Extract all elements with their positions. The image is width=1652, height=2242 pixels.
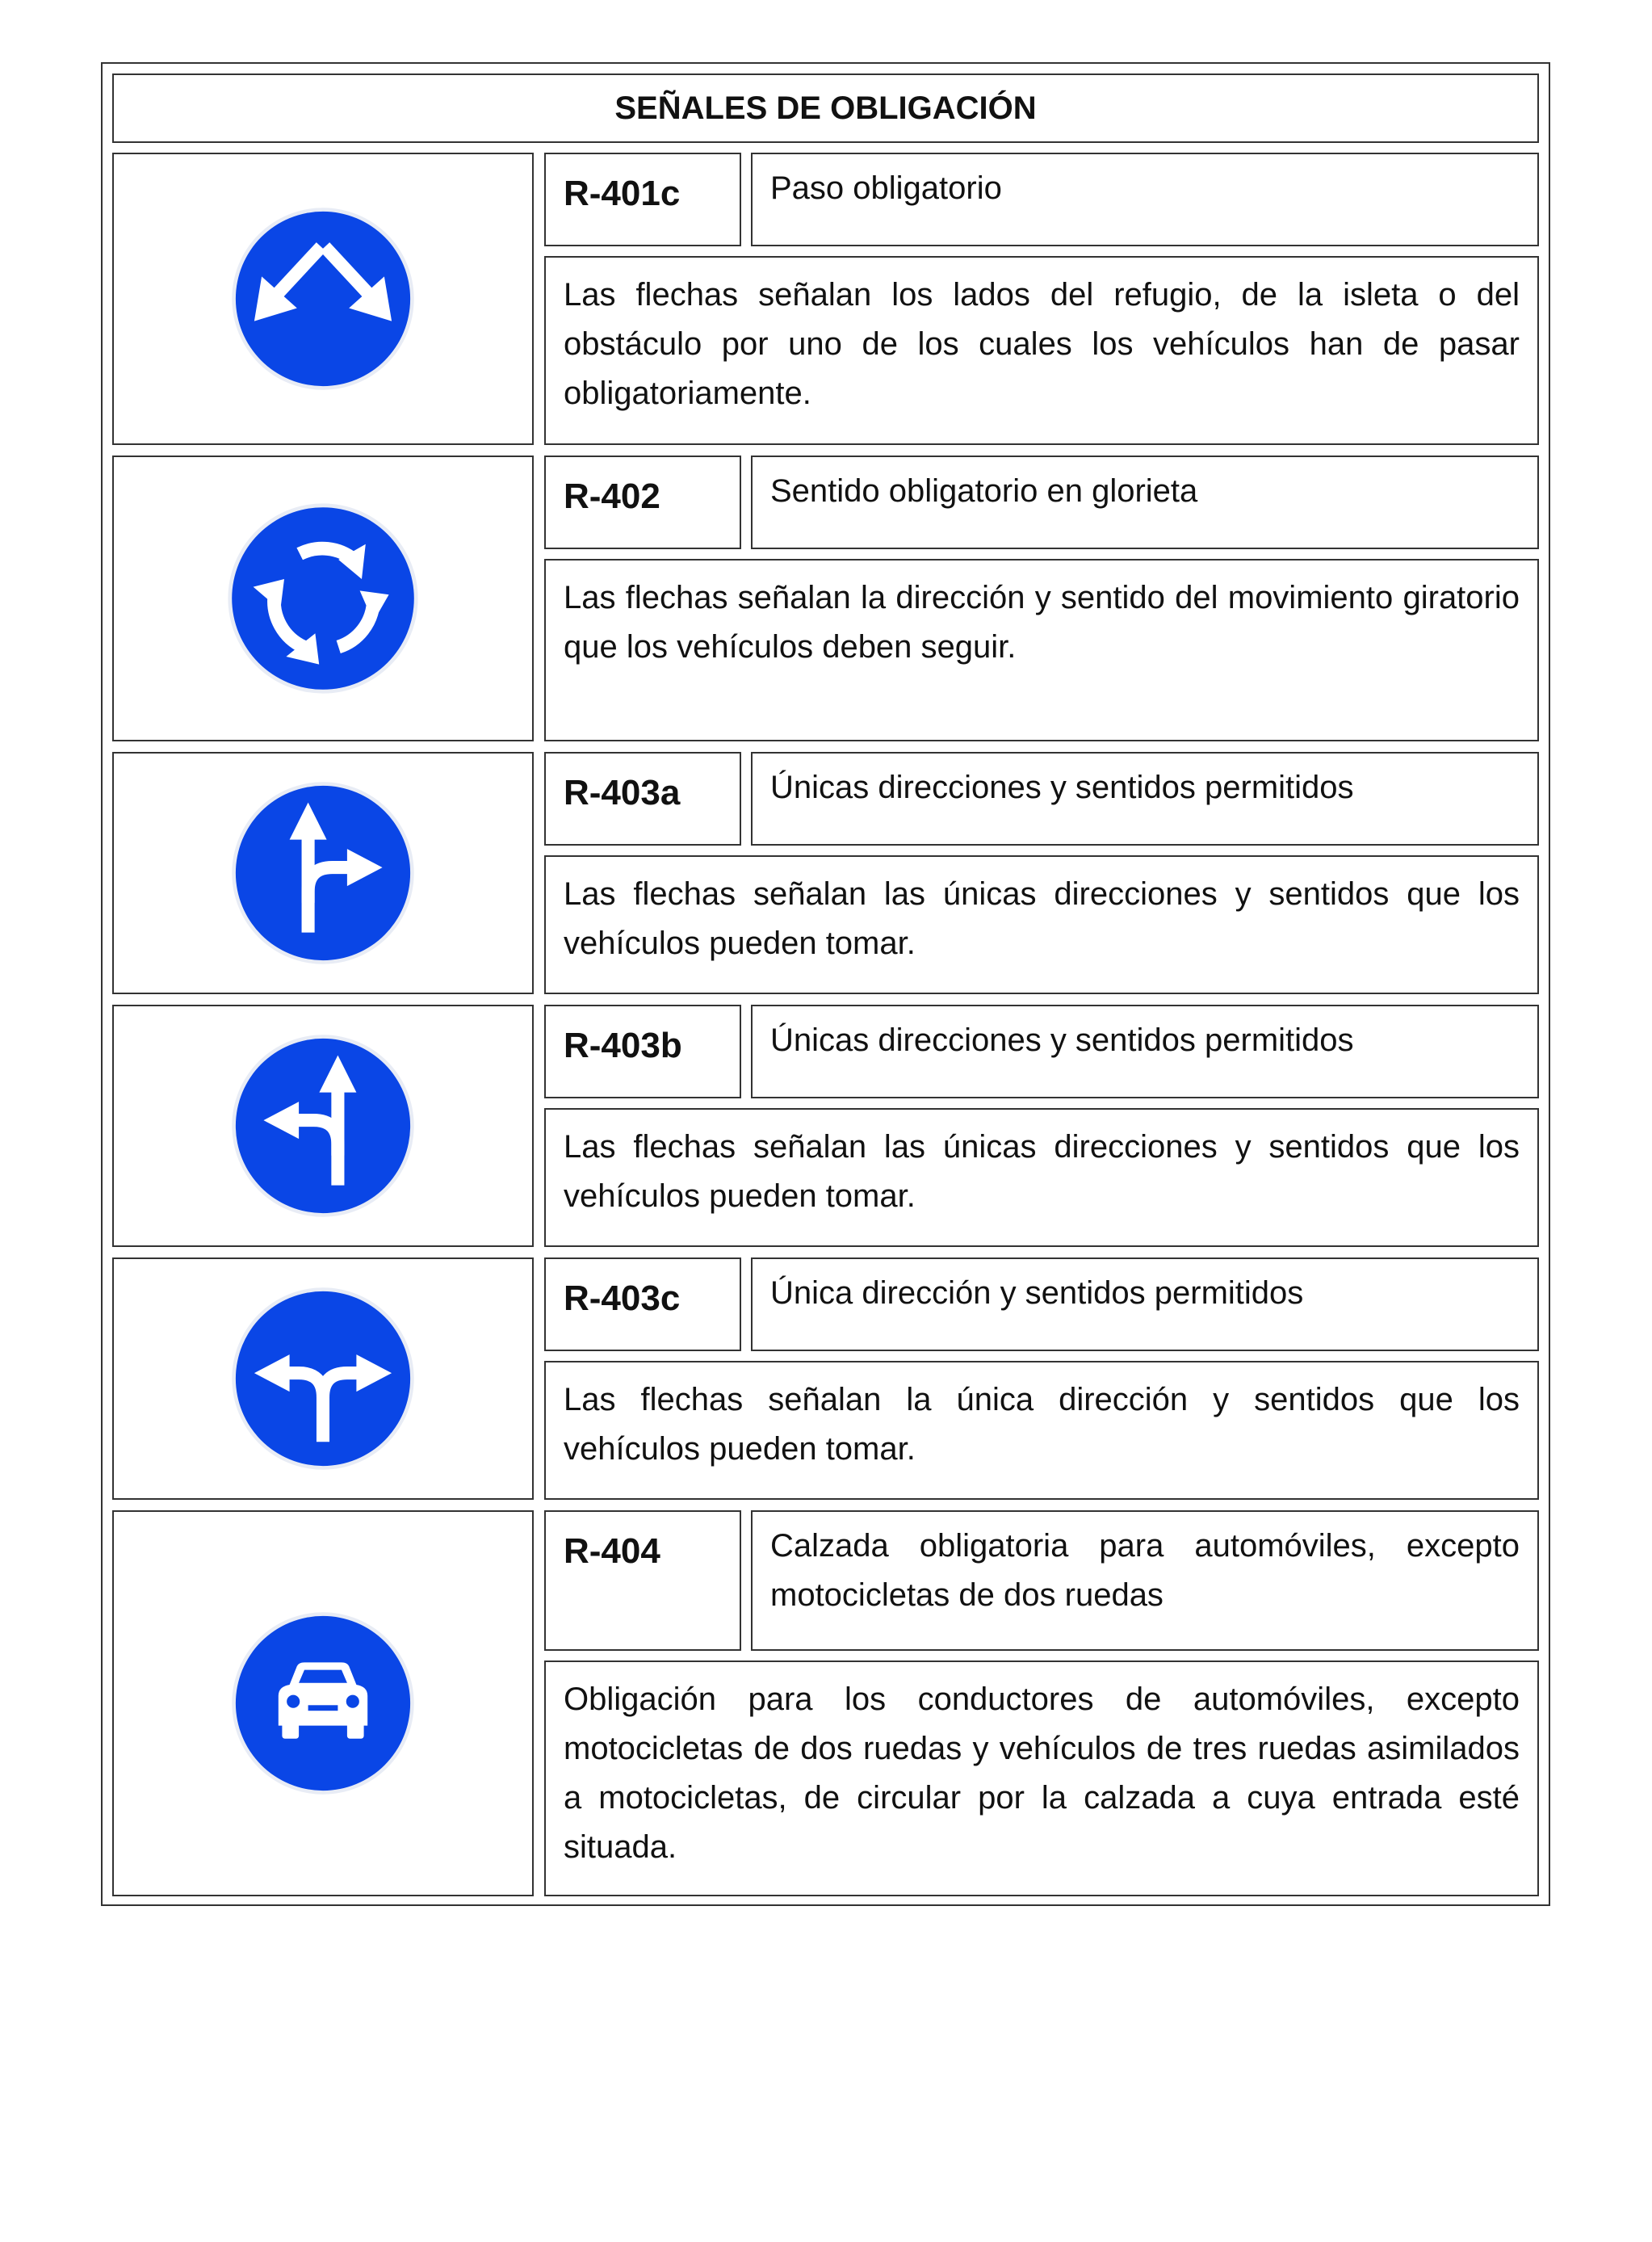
signs-table — [101, 62, 1550, 1906]
sign-image-cell — [112, 752, 534, 994]
sign-description: Obligación para los conductores de automóviles, excepto motocicletas de dos ruedas y vehículos de tres ruedas asimilados a motocicletas, de circular por la calzada a cuya entrada esté situada. — [544, 1661, 1539, 1896]
sign-description: Las flechas señalan las únicas direcciones y sentidos que los vehículos pueden tomar. — [544, 855, 1539, 994]
sign-name: Paso obligatorio — [751, 153, 1539, 246]
sign-description: Las flechas señalan la dirección y sentido del movimiento giratorio que los vehículos deben seguir. — [544, 559, 1539, 741]
table-row — [112, 456, 1539, 741]
table-row — [112, 752, 1539, 994]
sign-code: R-403b — [544, 1005, 741, 1098]
sign-name: Únicas direcciones y sentidos permitidos — [751, 1005, 1539, 1098]
sign-code: R-402 — [544, 456, 741, 549]
table-row — [112, 1005, 1539, 1247]
sign-description: Las flechas señalan los lados del refugio, de la isleta o del obstáculo por uno de los cuales los vehículos han de pasar obligatoriamente. — [544, 256, 1539, 445]
sign-image-cell — [112, 456, 534, 741]
table-row — [112, 1510, 1539, 1896]
left-or-right-arrow-icon — [230, 1286, 416, 1472]
sign-description: Las flechas señalan las únicas direcciones y sentidos que los vehículos pueden tomar. — [544, 1108, 1539, 1247]
straight-or-right-arrow-icon — [230, 780, 416, 966]
sign-name: Únicas direcciones y sentidos permitidos — [751, 752, 1539, 846]
table-title: SEÑALES DE OBLIGACIÓN — [112, 73, 1539, 143]
sign-code: R-403c — [544, 1257, 741, 1351]
sign-image-cell — [112, 1005, 534, 1247]
sign-name: Sentido obligatorio en glorieta — [751, 456, 1539, 549]
sign-image-cell — [112, 1257, 534, 1500]
sign-description: Las flechas señalan la única dirección y sentidos que los vehículos pueden tomar. — [544, 1361, 1539, 1500]
table-row — [112, 153, 1539, 445]
sign-name: Calzada obligatoria para automóviles, excepto motocicletas de dos ruedas — [751, 1510, 1539, 1651]
straight-or-left-arrow-icon — [230, 1033, 416, 1219]
diverging-arrows-icon — [230, 206, 416, 392]
sign-name: Única dirección y sentidos permitidos — [751, 1257, 1539, 1351]
sign-image-cell — [112, 1510, 534, 1896]
table-row — [112, 1257, 1539, 1500]
sign-image-cell — [112, 153, 534, 445]
roundabout-arrows-icon — [226, 502, 420, 695]
sign-code: R-404 — [544, 1510, 741, 1651]
sign-code: R-403a — [544, 752, 741, 846]
car-icon — [230, 1610, 416, 1796]
sign-code: R-401c — [544, 153, 741, 246]
